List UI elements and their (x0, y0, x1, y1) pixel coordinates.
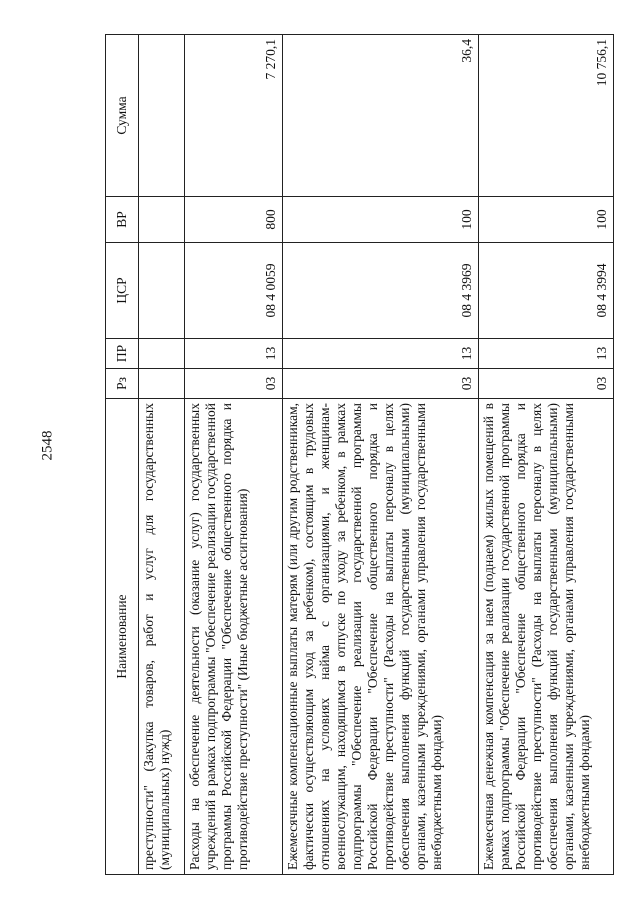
row-vr (139, 197, 185, 243)
page-number: 2548 (39, 430, 56, 461)
header-name: Наименование (106, 399, 139, 875)
row-sum: 7 270,1 (185, 35, 283, 197)
header-pr: ПР (106, 339, 139, 369)
header-csr: ЦСР (106, 243, 139, 339)
rotated-table-container (105, 35, 610, 875)
row-sum: 36,4 (283, 35, 479, 197)
table-row (479, 35, 614, 875)
row-pr: 13 (283, 339, 479, 369)
row-csr: 08 4 3969 (283, 243, 479, 339)
table-header-row (106, 35, 139, 875)
row-name: Ежемесячные компенсационные выплаты матерям (или другим родственникам, фактически осуществляющим уход за ребенком), состоящим в трудовых отношениях на условиях найма с организациями, и женщинам-военнослужащим, находящимся в отпуске по уходу за ребенком, в рамках подпрограммы "Обеспечение реализации государственной программы Российской Федерации "Обеспечение общественного порядка и противодействие преступности" (Расходы на выплаты персоналу в целях обеспечения выполнения функций государственными (муниципальными) органами, казенными учреждениями, органами управления государственными внебюджетными фондами) (283, 399, 479, 875)
row-csr: 08 4 3994 (479, 243, 614, 339)
row-pr: 13 (185, 339, 283, 369)
row-sum (139, 35, 185, 197)
header-sum: Сумма (106, 35, 139, 197)
row-pr: 13 (479, 339, 614, 369)
header-rz: Рз (106, 369, 139, 399)
row-pr (139, 339, 185, 369)
row-rz: 03 (283, 369, 479, 399)
row-csr (139, 243, 185, 339)
table-row (139, 35, 185, 875)
row-csr: 08 4 0059 (185, 243, 283, 339)
row-rz (139, 369, 185, 399)
table-row (185, 35, 283, 875)
row-rz: 03 (185, 369, 283, 399)
row-rz: 03 (479, 369, 614, 399)
row-sum: 10 756,1 (479, 35, 614, 197)
row-vr: 800 (185, 197, 283, 243)
row-vr: 100 (479, 197, 614, 243)
row-name: Ежемесячная денежная компенсация за наем (поднаем) жилых помещений в рамках подпрограммы "Обеспечение реализации государственной программы Российской Федерации "Обеспечение общественного порядка и противодействие преступности" (Расходы на выплаты персоналу в целях обеспечения выполнения функций государственными (муниципальными) органами, казенными учреждениями, органами управления государственными внебюджетными фондами) (479, 399, 614, 875)
row-name: преступности" (Закупка товаров, работ и услуг для государственных (муниципальных) нужд) (139, 399, 185, 875)
row-name: Расходы на обеспечение деятельности (оказание услуг) государственных учреждений в рамках подпрограммы "Обеспечение реализации государственной программы Российской Федерации "Обеспечение общественного порядка и противодействие преступности" (Иные бюджетные ассигнования) (185, 399, 283, 875)
header-vr: ВР (106, 197, 139, 243)
budget-table (105, 34, 614, 875)
table-row (283, 35, 479, 875)
row-vr: 100 (283, 197, 479, 243)
